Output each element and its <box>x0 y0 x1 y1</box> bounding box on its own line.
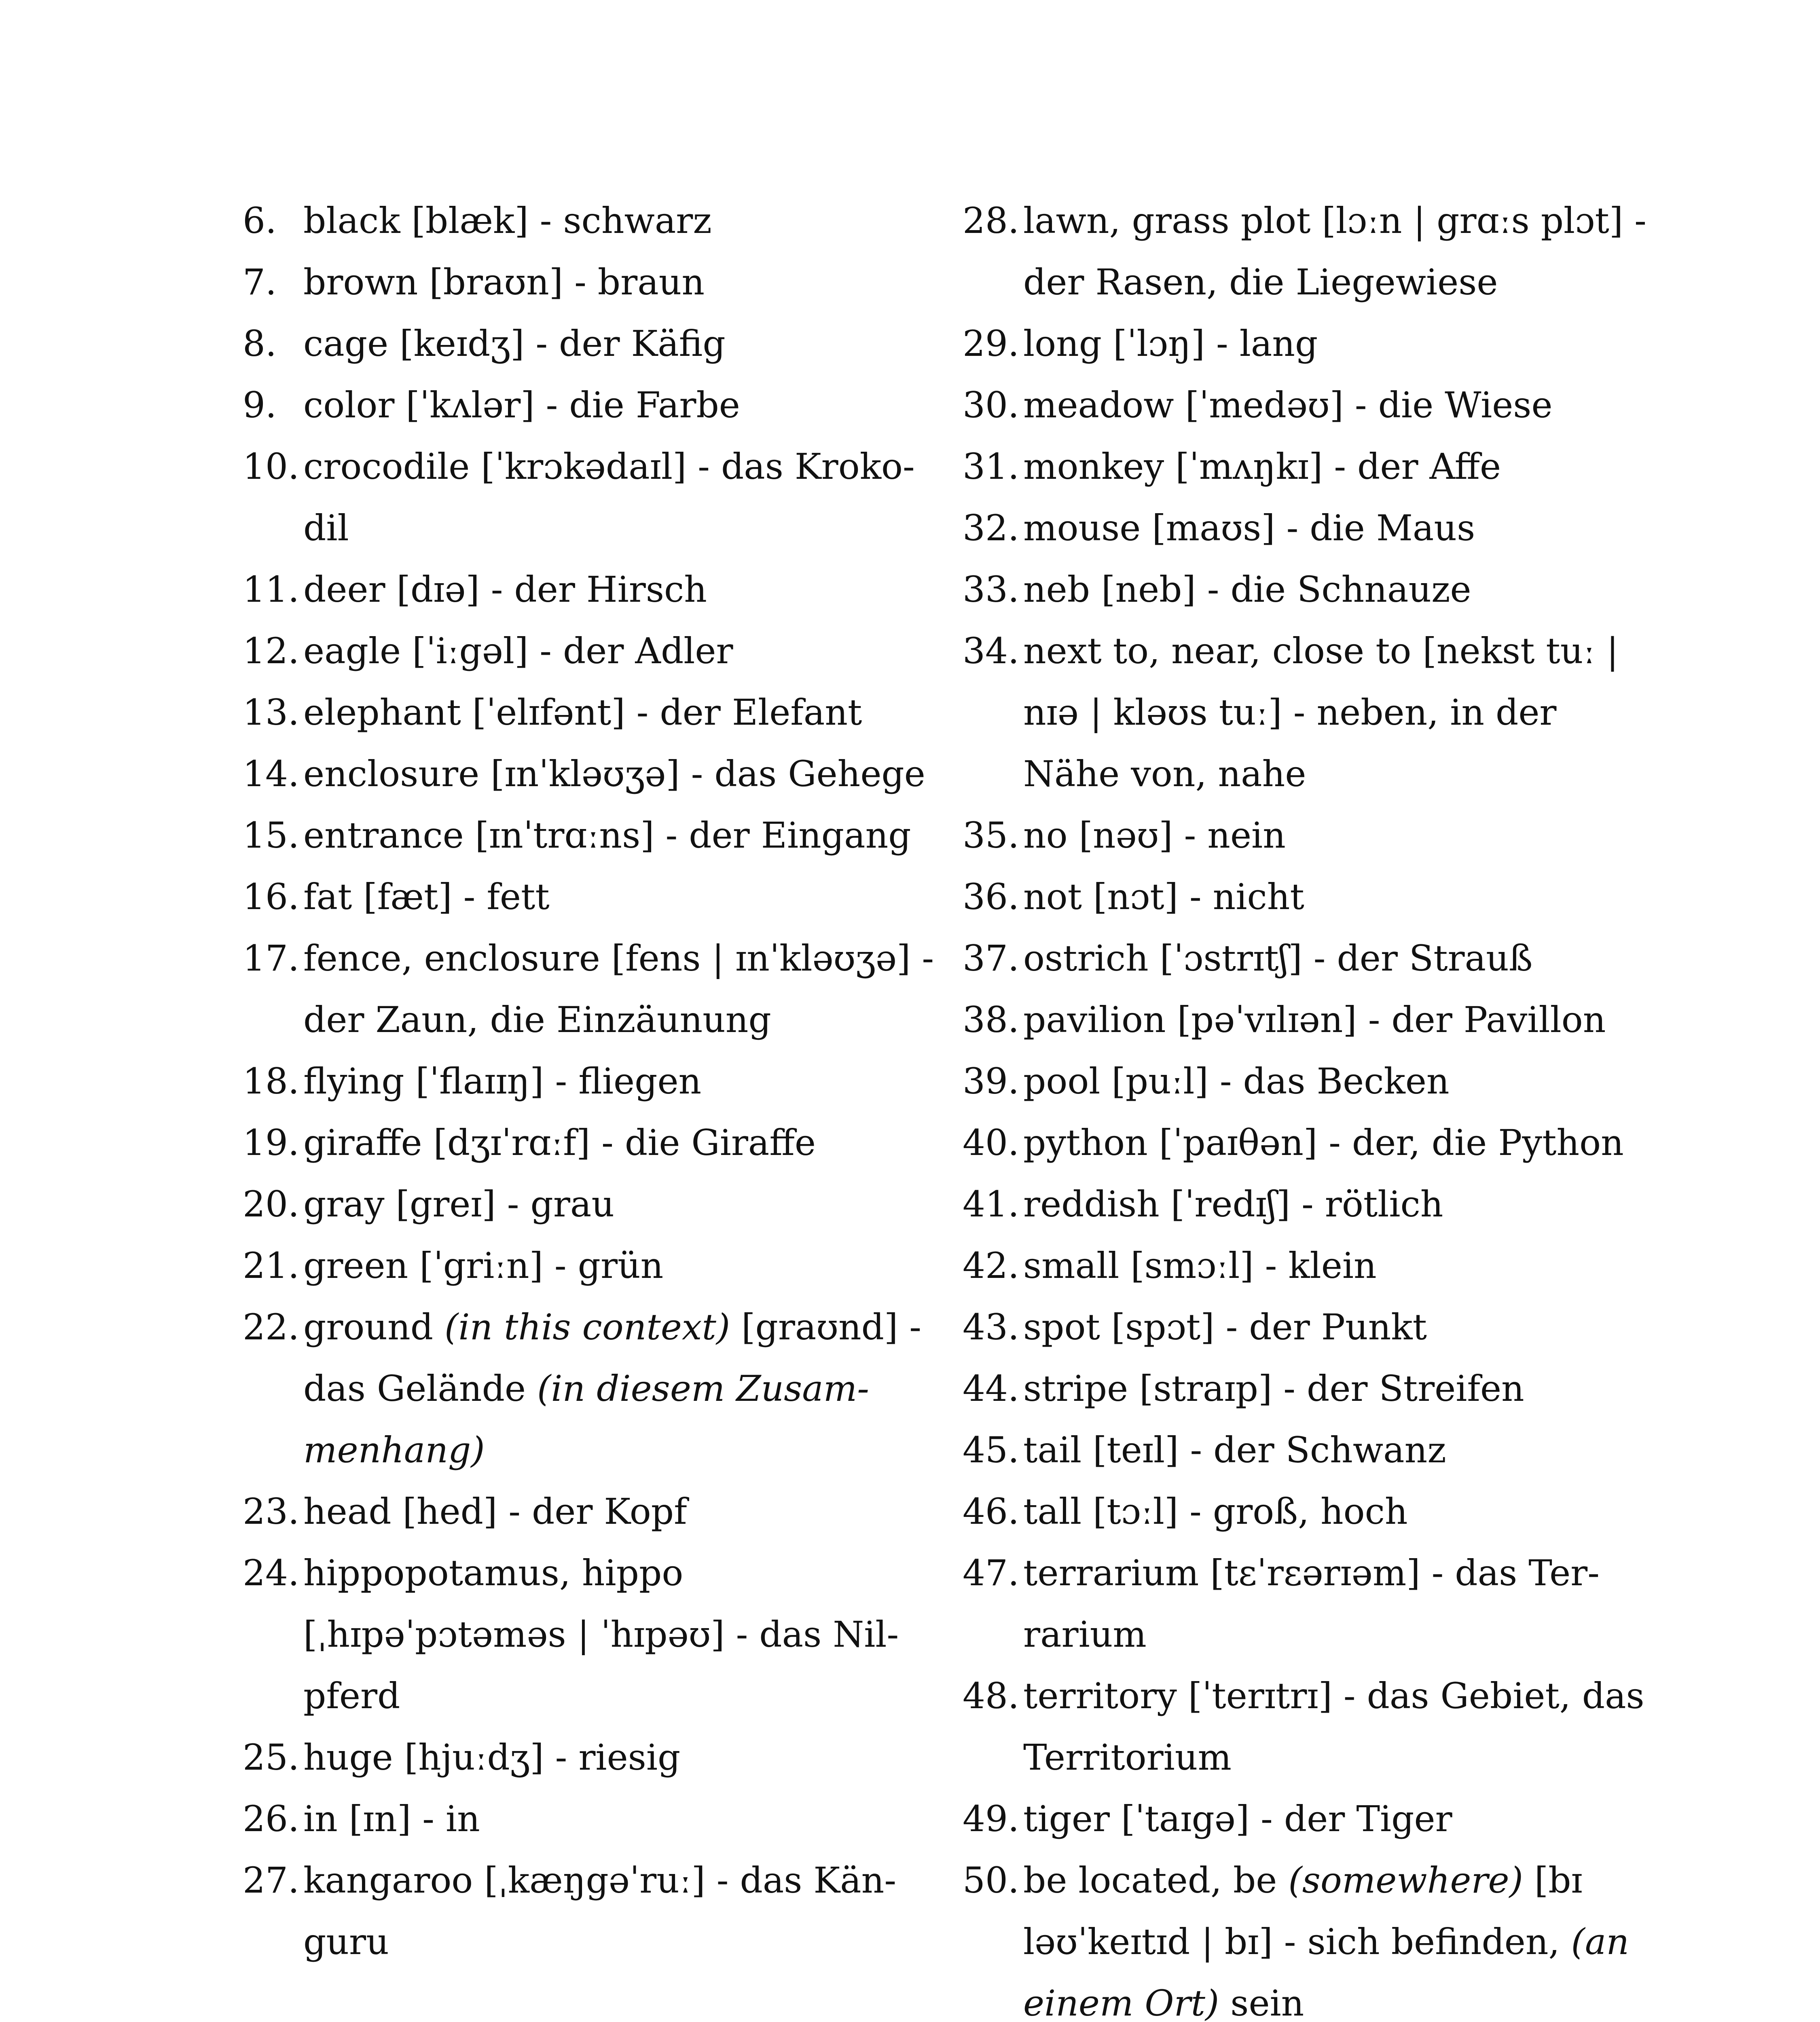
entry-line <box>1023 1788 1626 1850</box>
vocab-entry <box>243 928 934 1051</box>
entry-number: 22. <box>243 1306 299 1348</box>
entry-line <box>303 497 906 559</box>
entry-line <box>303 1911 906 1973</box>
vocab-entry <box>243 1297 921 1481</box>
entry-number: 34. <box>963 630 1019 672</box>
vocab-entry <box>243 252 906 313</box>
vocab-entry <box>963 1112 1626 1174</box>
vocab-entry <box>963 190 1646 313</box>
vocab-entry <box>963 866 1626 928</box>
vocab-entry <box>963 928 1626 989</box>
entry-number: 12. <box>243 630 299 672</box>
entry-number: 21. <box>243 1245 299 1286</box>
entry-text: flying [ˈflaɪɪŋ] - fliegen <box>303 1060 702 1102</box>
entry-line <box>303 1665 906 1727</box>
entry-text: hippopotamus, hippo <box>303 1552 684 1594</box>
italic-note: einem Ort) <box>1023 1982 1219 2022</box>
entry-text: kangaroo [ˌkæŋgəˈruː] - das Kän- <box>303 1859 897 1901</box>
vocab-entry <box>243 1788 906 1850</box>
entry-number: 47. <box>963 1552 1019 1594</box>
entry-line <box>1023 743 1626 805</box>
vocab-entry <box>963 805 1626 866</box>
entry-text: neb [neb] - die Schnauze <box>1023 569 1471 610</box>
vocab-entry <box>963 1850 1629 2022</box>
entry-line <box>1023 1604 1626 1665</box>
left-column <box>243 190 934 1973</box>
entry-number: 13. <box>243 692 299 733</box>
entry-text: pferd <box>303 1675 400 1717</box>
entry-number: 33. <box>963 569 1019 610</box>
entry-text: Nähe von, nahe <box>1023 753 1306 795</box>
entry-text: small [smɔːl] - klein <box>1023 1245 1377 1286</box>
vocab-entry <box>963 436 1626 497</box>
entry-line <box>1023 1358 1626 1419</box>
entry-line <box>1023 497 1626 559</box>
entry-line <box>303 682 906 743</box>
entry-text: color [ˈkʌlər] - die Farbe <box>303 384 740 426</box>
entry-number: 31. <box>963 446 1019 487</box>
italic-note: menhang) <box>303 1429 485 1471</box>
entry-number: 30. <box>963 384 1019 426</box>
entry-text: gray [greɪ] - grau <box>303 1183 615 1225</box>
entry-line <box>303 1112 906 1174</box>
entry-line <box>303 1051 906 1112</box>
entry-number: 7. <box>243 261 277 303</box>
vocab-entry <box>963 497 1626 559</box>
entry-line <box>303 989 906 1051</box>
entry-number: 10. <box>243 446 299 487</box>
entry-line <box>1023 1727 1626 1788</box>
entry-text: huge [hjuːdʒ] - riesig <box>303 1736 681 1778</box>
entry-text: meadow [ˈmedəʊ] - die Wiese <box>1023 384 1553 426</box>
entry-text: nɪə | kləʊs tuː] - neben, in der <box>1023 692 1557 733</box>
entry-text: enclosure [ɪnˈkləʊʒə] - das Gehege <box>303 753 925 795</box>
entry-text: dil <box>303 507 349 549</box>
entry-text: territory [ˈterɪtrɪ] - das Gebiet, das <box>1023 1675 1644 1717</box>
vocab-entry <box>963 559 1626 620</box>
entry-number: 23. <box>243 1491 299 1532</box>
entry-text: guru <box>303 1921 389 1963</box>
entry-line <box>1023 1112 1626 1174</box>
entry-number: 50. <box>963 1859 1019 1901</box>
vocab-entry <box>243 374 906 436</box>
entry-text: mouse [maʊs] - die Maus <box>1023 507 1475 549</box>
entry-line <box>303 743 925 805</box>
entry-number: 6. <box>243 200 277 241</box>
vocab-entry <box>243 559 906 620</box>
entry-text: no [nəʊ] - nein <box>1023 814 1286 856</box>
entry-line <box>303 1235 906 1297</box>
entry-text: spot [spɔt] - der Punkt <box>1023 1306 1427 1348</box>
vocab-entry <box>963 989 1626 1051</box>
vocab-entry <box>243 436 915 559</box>
entry-line <box>303 1727 906 1788</box>
entry-line <box>1023 313 1626 374</box>
entry-line <box>1023 374 1626 436</box>
entry-line <box>1023 1911 1629 1973</box>
entry-number: 48. <box>963 1675 1019 1717</box>
vocab-entry <box>243 1174 906 1235</box>
entry-number: 14. <box>243 753 299 795</box>
vocab-entry <box>963 1235 1626 1297</box>
vocab-entry <box>243 1727 906 1788</box>
entry-text: sein <box>1219 1982 1304 2022</box>
entry-text: crocodile [ˈkrɔkədaɪl] - das Kroko- <box>303 446 915 487</box>
entry-text: tiger [ˈtaɪgə] - der Tiger <box>1023 1798 1452 1840</box>
entry-line <box>303 866 906 928</box>
entry-line <box>303 1604 906 1665</box>
vocab-entry <box>963 620 1626 805</box>
vocab-entry <box>963 313 1626 374</box>
entry-number: 25. <box>243 1736 299 1778</box>
entry-line <box>303 252 906 313</box>
entry-text: green [ˈgriːn] - grün <box>303 1245 664 1286</box>
vocab-entry <box>243 1235 906 1297</box>
entry-text: pool [puːl] - das Becken <box>1023 1060 1450 1102</box>
entry-number: 18. <box>243 1060 299 1102</box>
entry-number: 37. <box>963 937 1019 979</box>
vocab-entry <box>243 190 906 252</box>
entry-text: der Zaun, die Einzäunung <box>303 999 771 1041</box>
entry-text: eagle [ˈiːgəl] - der Adler <box>303 630 733 672</box>
entry-text: deer [dɪə] - der Hirsch <box>303 569 707 610</box>
entry-line <box>1023 436 1626 497</box>
entry-text: terrarium [tɛˈrɛərɪəm] - das Ter- <box>1023 1552 1600 1594</box>
entry-number: 49. <box>963 1798 1019 1840</box>
entry-line <box>1023 190 1646 252</box>
entry-line <box>303 1542 906 1604</box>
entry-number: 15. <box>243 814 299 856</box>
entry-line <box>303 1358 906 1419</box>
entry-number: 24. <box>243 1552 299 1594</box>
entry-number: 19. <box>243 1122 299 1163</box>
entry-line <box>1023 866 1626 928</box>
entry-text: reddish [ˈredɪʃ] - rötlich <box>1023 1183 1443 1225</box>
entry-number: 16. <box>243 876 299 918</box>
entry-line <box>303 1297 921 1358</box>
entry-line <box>303 1174 906 1235</box>
entry-number: 20. <box>243 1183 299 1225</box>
entry-text: monkey [ˈmʌŋkɪ] - der Affe <box>1023 446 1501 487</box>
entry-line <box>1023 1973 1626 2022</box>
vocab-entry <box>963 1174 1626 1235</box>
entry-number: 27. <box>243 1859 299 1901</box>
entry-line <box>1023 1297 1626 1358</box>
entry-line <box>1023 1174 1626 1235</box>
entry-text: long [ˈlɔŋ] - lang <box>1023 323 1318 364</box>
entry-number: 35. <box>963 814 1019 856</box>
entry-line <box>1023 1665 1644 1727</box>
vocab-entry <box>243 1112 906 1174</box>
vocab-entry <box>963 1542 1626 1665</box>
right-column <box>963 190 1646 2022</box>
entry-text: pavilion [pəˈvɪlɪən] - der Pavillon <box>1023 999 1606 1041</box>
entry-number: 17. <box>243 937 299 979</box>
entry-number: 44. <box>963 1368 1019 1409</box>
vocab-entry <box>963 1297 1626 1358</box>
entry-number: 45. <box>963 1429 1019 1471</box>
entry-line <box>1023 928 1626 989</box>
entry-line <box>303 620 906 682</box>
entry-line <box>303 1850 906 1911</box>
entry-text: ləʊˈkeɪtɪd | bɪ] - sich befinden, <box>1023 1921 1571 1963</box>
entry-text: ground <box>303 1306 445 1348</box>
entry-number: 28. <box>963 200 1019 241</box>
entry-line <box>1023 1051 1626 1112</box>
entry-text: tail [teɪl] - der Schwanz <box>1023 1429 1446 1471</box>
entry-text: be located, be <box>1023 1859 1289 1901</box>
entry-text: not [nɔt] - nicht <box>1023 876 1304 918</box>
entry-line <box>1023 1235 1626 1297</box>
entry-number: 9. <box>243 384 277 426</box>
entry-text: Territorium <box>1023 1736 1232 1778</box>
entry-line <box>303 1481 906 1542</box>
entry-number: 26. <box>243 1798 299 1840</box>
vocab-entry <box>243 1481 906 1542</box>
vocab-entry <box>963 374 1626 436</box>
entry-line <box>303 374 906 436</box>
entry-line <box>303 559 906 620</box>
entry-text: python [ˈpaɪθən] - der, die Python <box>1023 1122 1624 1163</box>
entry-line <box>1023 252 1626 313</box>
entry-text: fat [fæt] - fett <box>303 876 550 918</box>
vocab-entry <box>243 805 911 866</box>
italic-note: (somewhere) <box>1288 1859 1523 1901</box>
entry-text: elephant [ˈelɪfənt] - der Elefant <box>303 692 862 733</box>
vocab-entry <box>963 1051 1626 1112</box>
vocab-entry <box>963 1665 1644 1788</box>
entry-line <box>303 313 906 374</box>
entry-line <box>1023 805 1626 866</box>
entry-line <box>1023 1850 1626 1911</box>
entry-text: in [ɪn] - in <box>303 1798 480 1840</box>
vocab-entry <box>243 620 906 682</box>
entry-line <box>1023 1481 1626 1542</box>
italic-note: (in this context) <box>444 1306 730 1348</box>
entry-line <box>303 1419 906 1481</box>
vocab-entry <box>243 743 925 805</box>
entry-number: 46. <box>963 1491 1019 1532</box>
entry-number: 32. <box>963 507 1019 549</box>
entry-number: 38. <box>963 999 1019 1041</box>
entry-line <box>303 1788 906 1850</box>
entry-line <box>303 805 911 866</box>
entry-text: ostrich [ˈɔstrɪtʃ] - der Strauß <box>1023 937 1533 979</box>
entry-number: 8. <box>243 323 277 364</box>
entry-line <box>1023 682 1626 743</box>
entry-text: entrance [ɪnˈtrɑːns] - der Eingang <box>303 814 911 856</box>
vocab-entry <box>243 1850 906 1973</box>
entry-text: lawn, grass plot [lɔːn | grɑːs plɔt] - <box>1023 200 1646 241</box>
entry-line <box>1023 559 1626 620</box>
entry-text: black [blæk] - schwarz <box>303 200 712 241</box>
entry-line <box>1023 1542 1626 1604</box>
entry-text: tall [tɔːl] - groß, hoch <box>1023 1491 1408 1532</box>
entry-number: 29. <box>963 323 1019 364</box>
entry-text: next to, near, close to [nekst tuː | <box>1023 630 1619 672</box>
entry-text: der Rasen, die Liegewiese <box>1023 261 1498 303</box>
entry-text: das Gelände <box>303 1368 537 1409</box>
entry-number: 39. <box>963 1060 1019 1102</box>
entry-text: head [hed] - der Kopf <box>303 1491 687 1532</box>
entry-text: [bɪ <box>1523 1859 1583 1901</box>
entry-number: 11. <box>243 569 299 610</box>
entry-line <box>1023 1419 1626 1481</box>
vocab-entry <box>963 1788 1626 1850</box>
entry-text: brown [braʊn] - braun <box>303 261 705 303</box>
vocab-entry <box>243 866 906 928</box>
entry-line <box>1023 989 1626 1051</box>
entry-number: 40. <box>963 1122 1019 1163</box>
italic-note: (in diesem Zusam- <box>537 1368 869 1409</box>
entry-text: cage [keɪdʒ] - der Käfig <box>303 323 726 364</box>
entry-number: 42. <box>963 1245 1019 1286</box>
vocab-entry <box>963 1481 1626 1542</box>
entry-line <box>303 436 915 497</box>
entry-text: fence, enclosure [fens | ɪnˈkləʊʒə] - <box>303 937 934 979</box>
entry-number: 36. <box>963 876 1019 918</box>
vocab-entry <box>243 1051 906 1112</box>
entry-line <box>303 928 934 989</box>
entry-line <box>1023 620 1626 682</box>
vocab-entry <box>243 682 906 743</box>
entry-text: stripe [straɪp] - der Streifen <box>1023 1368 1524 1409</box>
vocab-entry <box>963 1358 1626 1419</box>
entry-number: 43. <box>963 1306 1019 1348</box>
vocab-entry <box>963 1419 1626 1481</box>
entry-text: [ˌhɪpəˈpɔtəməs | ˈhɪpəʊ] - das Nil- <box>303 1614 899 1655</box>
entry-text: [graʊnd] - <box>730 1306 921 1348</box>
vocab-entry <box>243 1542 906 1727</box>
entry-line <box>303 190 906 252</box>
entry-number: 41. <box>963 1183 1019 1225</box>
vocab-entry <box>243 313 906 374</box>
italic-note: (an <box>1571 1921 1629 1963</box>
entry-text: giraffe [dʒɪˈrɑːf] - die Giraffe <box>303 1122 816 1163</box>
entry-text: rarium <box>1023 1614 1147 1655</box>
